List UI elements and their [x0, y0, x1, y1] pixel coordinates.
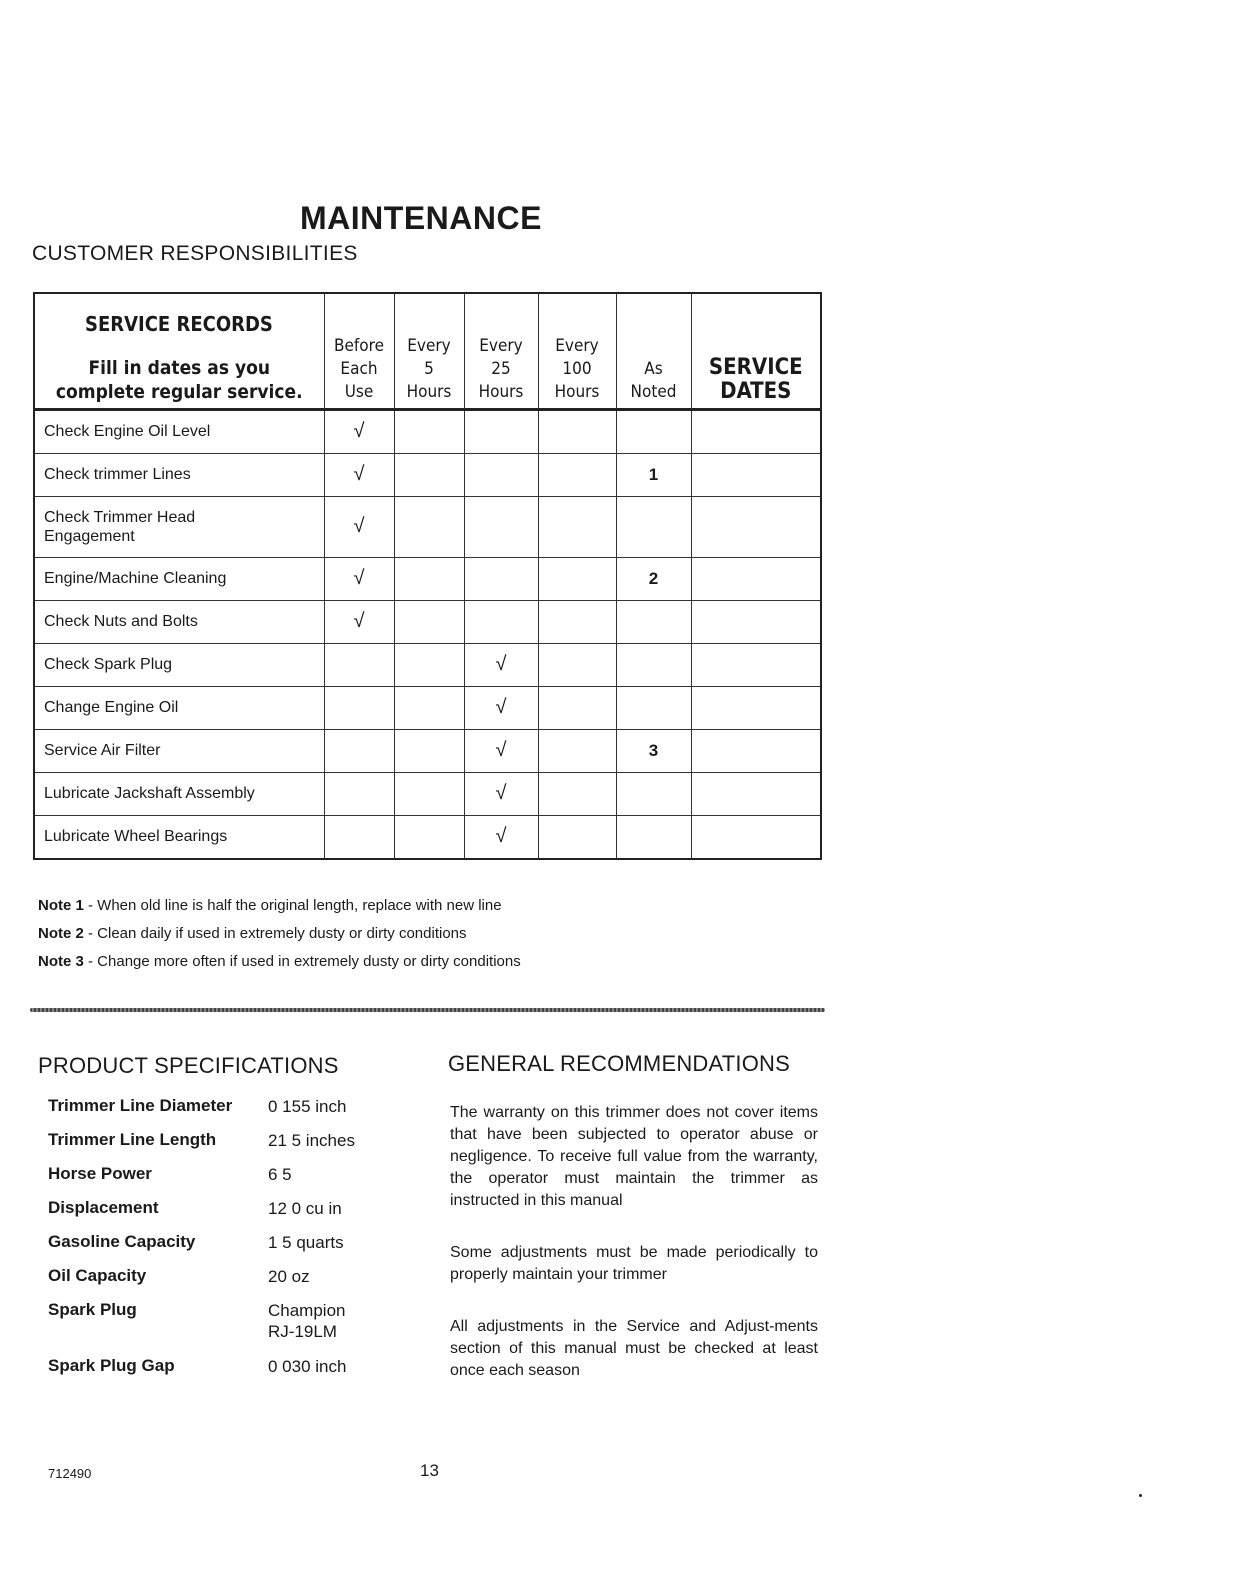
- column-header-before-each-use: [324, 293, 394, 409]
- service-date-cell[interactable]: [691, 686, 821, 729]
- table-row: [34, 453, 821, 496]
- column-header-line: Every: [555, 335, 599, 356]
- every-100-hours-check: [538, 453, 616, 496]
- recommendation-paragraph: Some adjustments must be made periodically to properly maintain your trimmer: [450, 1244, 818, 1283]
- every-100-hours-check: [538, 600, 616, 643]
- recommendation-paragraph: All adjustments in the Service and Adjust-ments section of this manual must be checked at least once each season: [450, 1318, 818, 1379]
- task-name: Check Spark Plug: [34, 643, 324, 686]
- every-100-hours-check: [538, 496, 616, 557]
- as-noted-ref: [616, 409, 691, 453]
- note-text: - When old line is half the original length, replace with new line: [83, 897, 502, 914]
- as-noted-ref: 3: [616, 729, 691, 772]
- before-each-use-check: √: [324, 600, 394, 643]
- spec-label: Displacement: [48, 1198, 159, 1217]
- every-100-hours-check: [538, 686, 616, 729]
- task-name: Lubricate Jackshaft Assembly: [34, 772, 324, 815]
- task-name: Engine/Machine Cleaning: [34, 557, 324, 600]
- general-recommendations-heading: GENERAL RECOMMENDATIONS: [448, 1051, 790, 1076]
- spec-value: 1 5 quarts: [268, 1233, 344, 1252]
- note-label: Note 1: [38, 897, 84, 914]
- service-date-cell[interactable]: [691, 409, 821, 453]
- product-specs-heading: PRODUCT SPECIFICATIONS: [38, 1053, 339, 1078]
- column-header-as-noted: [616, 293, 691, 409]
- column-header-line: Use: [344, 381, 374, 402]
- every-25-hours-check: √: [464, 815, 538, 859]
- before-each-use-check: √: [324, 557, 394, 600]
- before-each-use-check: [324, 729, 394, 772]
- every-5-hours-check: [394, 557, 464, 600]
- column-header-line: 25: [491, 358, 511, 379]
- service-date-cell[interactable]: [691, 643, 821, 686]
- service-records-instruction-2: complete regular service.: [55, 380, 303, 403]
- spec-value: 0 155 inch: [268, 1097, 347, 1116]
- table-row: [34, 600, 821, 643]
- column-header-line: Each: [340, 358, 378, 379]
- before-each-use-check: [324, 772, 394, 815]
- note-3: [38, 948, 521, 976]
- as-noted-ref: 1: [616, 453, 691, 496]
- note-2: [38, 920, 521, 948]
- every-100-hours-check: [538, 409, 616, 453]
- before-each-use-check: √: [324, 409, 394, 453]
- table-row: [34, 686, 821, 729]
- task-name: Check Nuts and Bolts: [34, 600, 324, 643]
- every-100-hours-check: [538, 557, 616, 600]
- service-records-table: [33, 292, 822, 860]
- column-header-every-5-hours: [394, 293, 464, 409]
- spec-value-line-2: RJ-19LM: [268, 1322, 337, 1341]
- section-subtitle: CUSTOMER RESPONSIBILITIES: [32, 242, 358, 265]
- service-dates-header-line: SERVICE: [708, 354, 803, 380]
- table-row: [34, 643, 821, 686]
- service-dates-header-line: DATES: [720, 378, 792, 404]
- spec-label: Spark Plug Gap: [48, 1356, 175, 1375]
- task-name: Check trimmer Lines: [34, 453, 324, 496]
- as-noted-ref: [616, 772, 691, 815]
- every-25-hours-check: [464, 409, 538, 453]
- service-records-header: [34, 293, 324, 409]
- column-header-line: Every: [407, 335, 451, 356]
- every-25-hours-check: √: [464, 686, 538, 729]
- every-100-hours-check: [538, 815, 616, 859]
- every-25-hours-check: [464, 557, 538, 600]
- note-label: Note 3: [38, 953, 84, 970]
- spec-label: Trimmer Line Length: [48, 1130, 217, 1149]
- task-name: Check Engine Oil Level: [34, 409, 324, 453]
- note-label: Note 2: [38, 925, 84, 942]
- task-name: Check Trimmer Head Engagement: [34, 496, 324, 557]
- every-5-hours-check: [394, 600, 464, 643]
- every-5-hours-check: [394, 496, 464, 557]
- service-date-cell[interactable]: [691, 453, 821, 496]
- every-25-hours-check: √: [464, 643, 538, 686]
- note-text: - Clean daily if used in extremely dusty or dirty conditions: [83, 925, 467, 942]
- column-header-line: Hours: [406, 381, 452, 402]
- spec-value: 6 5: [268, 1165, 292, 1184]
- every-100-hours-check: [538, 729, 616, 772]
- every-25-hours-check: [464, 496, 538, 557]
- note-1: [38, 892, 521, 920]
- column-header-every-25-hours: [464, 293, 538, 409]
- as-noted-ref: 2: [616, 557, 691, 600]
- service-date-cell[interactable]: [691, 600, 821, 643]
- column-header-line: Every: [479, 335, 523, 356]
- as-noted-ref: [616, 600, 691, 643]
- spec-value: 20 oz: [268, 1267, 310, 1286]
- part-number: 712490: [48, 1466, 92, 1481]
- before-each-use-check: [324, 815, 394, 859]
- every-5-hours-check: [394, 729, 464, 772]
- spec-label: Oil Capacity: [48, 1266, 147, 1285]
- service-date-cell[interactable]: [691, 772, 821, 815]
- table-row: [34, 496, 821, 557]
- as-noted-ref: [616, 643, 691, 686]
- task-name: Service Air Filter: [34, 729, 324, 772]
- as-noted-ref: [616, 815, 691, 859]
- before-each-use-check: √: [324, 453, 394, 496]
- column-header-line: Noted: [630, 381, 677, 402]
- spec-label: Trimmer Line Diameter: [48, 1096, 233, 1115]
- spec-value: 21 5 inches: [268, 1131, 355, 1150]
- scan-speck: [1139, 1494, 1142, 1497]
- column-header-line: Hours: [478, 381, 524, 402]
- table-row: [34, 815, 821, 859]
- table-row: [34, 772, 821, 815]
- table-row: [34, 729, 821, 772]
- every-5-hours-check: [394, 686, 464, 729]
- service-date-cell[interactable]: [691, 557, 821, 600]
- every-5-hours-check: [394, 815, 464, 859]
- column-header-line: Hours: [554, 381, 600, 402]
- recommendation-paragraph: The warranty on this trimmer does not cover items that have been subjected to operator abuse or negligence. To receive full value from the warranty, the operator must maintain the trimmer as instructed in this manual: [450, 1104, 818, 1209]
- before-each-use-check: √: [324, 496, 394, 557]
- spec-label: Spark Plug: [48, 1300, 137, 1319]
- column-header-every-100-hours: [538, 293, 616, 409]
- service-date-cell[interactable]: [691, 729, 821, 772]
- every-25-hours-check: [464, 453, 538, 496]
- note-text: - Change more often if used in extremely dusty or dirty conditions: [83, 953, 521, 970]
- spec-value: 0 030 inch: [268, 1357, 347, 1376]
- as-noted-ref: [616, 496, 691, 557]
- service-records-instruction-1: Fill in dates as you: [88, 356, 271, 379]
- as-noted-ref: [616, 686, 691, 729]
- table-row: [34, 409, 821, 453]
- column-header-line: 100: [562, 358, 592, 379]
- page-title: MAINTENANCE: [300, 200, 542, 236]
- notes-list: [38, 892, 521, 976]
- table-row: [34, 557, 821, 600]
- every-25-hours-check: √: [464, 729, 538, 772]
- every-25-hours-check: [464, 600, 538, 643]
- task-name: Lubricate Wheel Bearings: [34, 815, 324, 859]
- every-5-hours-check: [394, 643, 464, 686]
- every-100-hours-check: [538, 643, 616, 686]
- every-25-hours-check: √: [464, 772, 538, 815]
- column-header-line: Before: [334, 335, 384, 356]
- page-number: 13: [420, 1461, 439, 1480]
- column-header-line: 5: [424, 358, 434, 379]
- every-100-hours-check: [538, 772, 616, 815]
- spec-label: Gasoline Capacity: [48, 1232, 196, 1251]
- service-date-cell[interactable]: [691, 496, 821, 557]
- service-date-cell[interactable]: [691, 815, 821, 859]
- spec-value: 12 0 cu in: [268, 1199, 342, 1218]
- column-header-line: As: [644, 358, 663, 379]
- every-5-hours-check: [394, 772, 464, 815]
- every-5-hours-check: [394, 453, 464, 496]
- every-5-hours-check: [394, 409, 464, 453]
- service-records-title: SERVICE RECORDS: [85, 311, 273, 336]
- column-header-service-dates: [691, 293, 821, 409]
- spec-value: Champion: [268, 1301, 346, 1320]
- before-each-use-check: [324, 643, 394, 686]
- before-each-use-check: [324, 686, 394, 729]
- spec-label: Horse Power: [48, 1164, 152, 1183]
- task-name: Change Engine Oil: [34, 686, 324, 729]
- table-header-row: [34, 293, 821, 409]
- section-divider: [30, 1008, 825, 1012]
